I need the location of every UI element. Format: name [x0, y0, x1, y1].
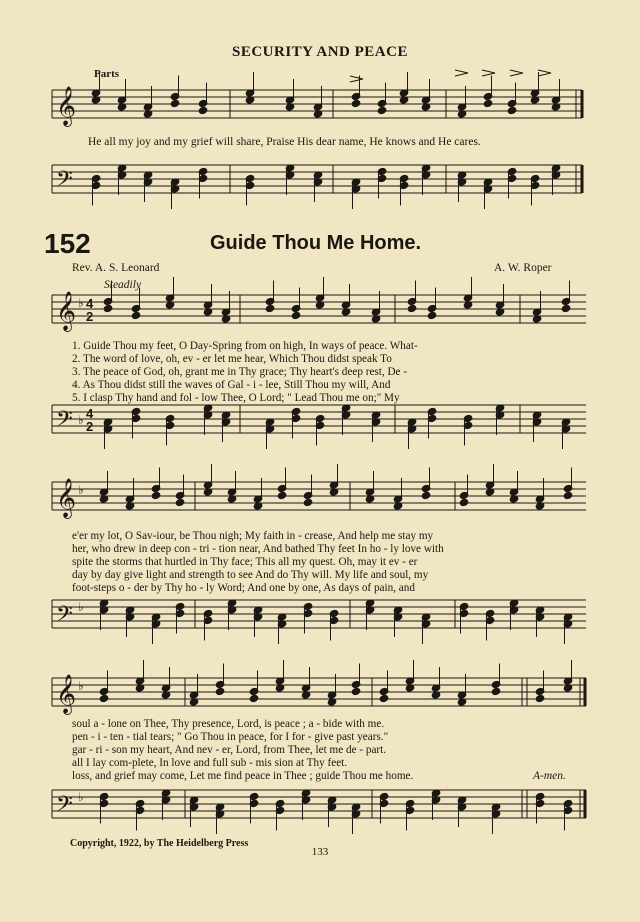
svg-text:4: 4: [86, 296, 94, 311]
bass-clef-icon: 𝄢: [56, 407, 73, 437]
svg-text:♭: ♭: [78, 413, 84, 427]
lyric-line: spite the storms that hurtled in Thy face; This all my quest. Oh, may it ev - er: [72, 556, 418, 568]
treble-clef-icon: 𝄞: [56, 86, 77, 126]
note-head: [427, 311, 437, 319]
note-head: [277, 491, 287, 499]
hymn-number: 152: [44, 228, 91, 259]
treble-clef-icon: 𝄞: [56, 291, 77, 331]
note-head: [265, 304, 275, 312]
copyright-notice: Copyright, 1922, by The Heidelberg Press: [70, 838, 249, 849]
note-head: [198, 106, 208, 114]
note-head: [377, 106, 387, 114]
page-number: 133: [311, 846, 329, 858]
treble-clef-icon: 𝄞: [56, 478, 77, 518]
svg-text:♭: ♭: [78, 600, 84, 614]
lyric-line: 3. The peace of God, oh, grant me in Thy grace; Thy heart's deep rest, De -: [72, 366, 408, 378]
note-head: [407, 304, 417, 312]
note-head: [151, 491, 161, 499]
note-head: [491, 687, 501, 695]
lyric-line: 1. Guide Thou my feet, O Day-Spring from on high, In ways of peace. What-: [72, 340, 418, 352]
lyric-line: e'er my lot, O Sav-iour, be Thou nigh; My faith in - crease, And help me stay my: [72, 530, 434, 542]
note-head: [131, 311, 141, 319]
lyric-line: soul a - lone on Thee, Thy presence, Lord, is peace ; a - bide with me.: [72, 718, 385, 730]
svg-text:♭: ♭: [78, 483, 84, 497]
hymn-composer: A. W. Roper: [494, 262, 552, 274]
amen-label: A-men.: [533, 770, 566, 782]
bass-clef-icon: 𝄢: [56, 792, 73, 822]
svg-text:2: 2: [86, 419, 94, 434]
lyric-line: foot-steps o - der by Thy ho - ly Word; And one by one, As days of pain, and: [72, 582, 415, 594]
note-head: [535, 694, 545, 702]
note-head: [175, 498, 185, 506]
note-head: [170, 99, 180, 107]
lyric-line: her, who drew in deep con - tri - tion near, And bathed Thy feet In ho - ly love with: [72, 543, 444, 555]
staff-system3-bass: [52, 790, 586, 818]
staff-system3-treble: [52, 678, 586, 706]
tempo-marking: Steadily: [104, 279, 142, 291]
note-head: [351, 687, 361, 695]
note-head: [291, 311, 301, 319]
bass-clef-icon: 𝄢: [56, 167, 73, 197]
lyric-line: gar - ri - son my heart, And nev - er, Lord, from Thee, let me de - part.: [72, 744, 387, 756]
note-head: [379, 694, 389, 702]
lyric-line: 5. I clasp Thy hand and fol - low Thee, O Lord; " Lead Thou me on;" My: [72, 392, 400, 404]
svg-text:4: 4: [86, 406, 94, 421]
svg-text:♭: ♭: [78, 679, 84, 693]
note-head: [421, 491, 431, 499]
hymn-author: Rev. A. S. Leonard: [72, 262, 160, 274]
note-head: [303, 498, 313, 506]
note-head: [103, 304, 113, 312]
note-head: [351, 99, 361, 107]
lyric-line: loss, and grief may come, Let me find peace in Thee ; guide Thou me home.: [72, 770, 414, 782]
lyric-line: 4. As Thou didst still the waves of Gal - i - lee, Still Thou my will, And: [72, 379, 391, 391]
bass-clef-icon: 𝄢: [56, 602, 73, 632]
note-head: [459, 498, 469, 506]
svg-text:♭: ♭: [78, 296, 84, 310]
note-head: [563, 491, 573, 499]
section-title: SECURITY AND PEACE: [232, 44, 408, 60]
note-head: [99, 694, 109, 702]
note-head: [215, 687, 225, 695]
svg-text:2: 2: [86, 309, 94, 324]
svg-text:♭: ♭: [78, 790, 84, 804]
treble-clef-icon: 𝄞: [56, 674, 77, 714]
parts-label: Parts: [94, 68, 120, 80]
note-head: [249, 694, 259, 702]
hymn-title: Guide Thou Me Home.: [210, 232, 422, 254]
lyric-line: 2. The word of love, oh, ev - er let me hear, Which Thou didst speak To: [72, 353, 392, 365]
note-head: [507, 106, 517, 114]
lyric-line: day by day give light and strength to see And do Thy will. My life and soul, my: [72, 569, 429, 581]
note-head: [483, 99, 493, 107]
lyric-line: all I lay com-plete, In love and full sub - mis sion at Thy feet.: [72, 757, 348, 769]
note-head: [561, 304, 571, 312]
lyric-line: pen - i - ten - tial tears; " Go Thou in peace, for I for - give past years.": [72, 731, 389, 743]
top-lyric: He all my joy and my grief will share, Praise His dear name, He knows and He cares.: [88, 136, 481, 148]
